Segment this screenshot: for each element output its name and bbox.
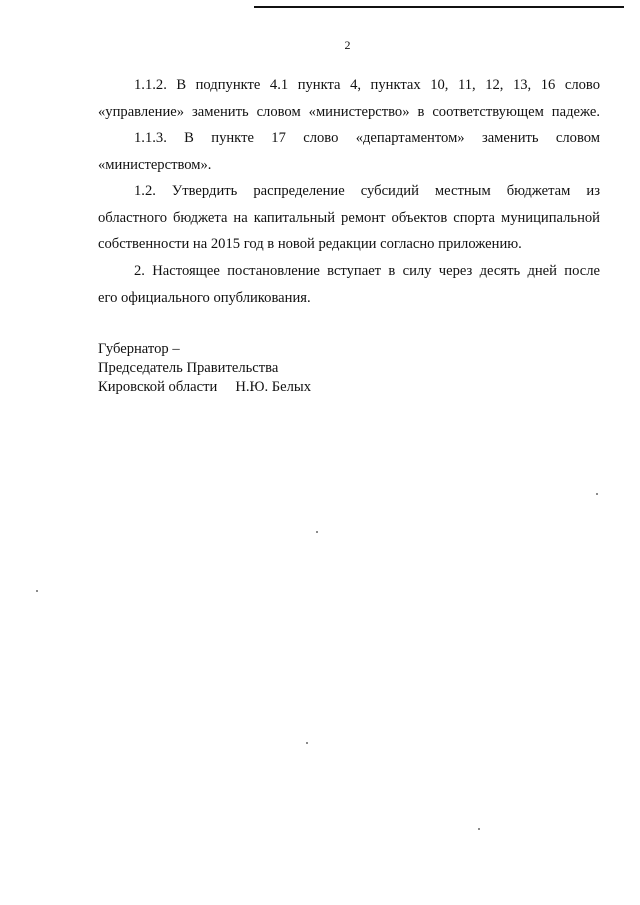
signature-block: [98, 340, 311, 397]
scan-speck: [316, 531, 318, 533]
signature-name: Н.Ю. Белых: [235, 379, 312, 395]
scan-speck: [596, 493, 598, 495]
clause-line: «управление» заменить словом «министерство» в соответствующем падеже.: [98, 103, 600, 120]
signature-region: Кировской области: [98, 379, 218, 395]
scan-speck: [36, 590, 38, 592]
clause-line: «министерством».: [98, 156, 212, 173]
signature-title-line: Губернатор –: [98, 341, 180, 357]
clause-line: собственности на 2015 год в новой редакции согласно приложению.: [98, 236, 522, 252]
clause-line: 2. Настоящее постановление вступает в силу через десять дней после: [134, 263, 600, 279]
clause-line: 1.1.2. В подпункте 4.1 пункта 4, пунктах 10, 11, 12, 13, 16 слово: [134, 77, 600, 93]
clause-line: его официального опубликования.: [98, 289, 311, 306]
signature-title-line: [98, 378, 311, 397]
clause-1-1-3: [98, 125, 600, 178]
clause-1-2: [98, 178, 600, 258]
clause-line: 1.2. Утвердить распределение субсидий местным бюджетам из: [134, 183, 600, 199]
scan-speck: [478, 828, 480, 830]
scan-speck: [306, 742, 308, 744]
clause-line: областного бюджета на капитальный ремонт объектов спорта муниципальной: [98, 209, 600, 226]
page-number: 2: [344, 38, 351, 52]
clause-1-1-2: [98, 72, 600, 125]
top-rule: [254, 6, 624, 8]
clause-2: [98, 258, 600, 311]
signature-title-line: Председатель Правительства: [98, 360, 279, 376]
clause-line: 1.1.3. В пункте 17 слово «департаментом» заменить словом: [134, 130, 600, 146]
